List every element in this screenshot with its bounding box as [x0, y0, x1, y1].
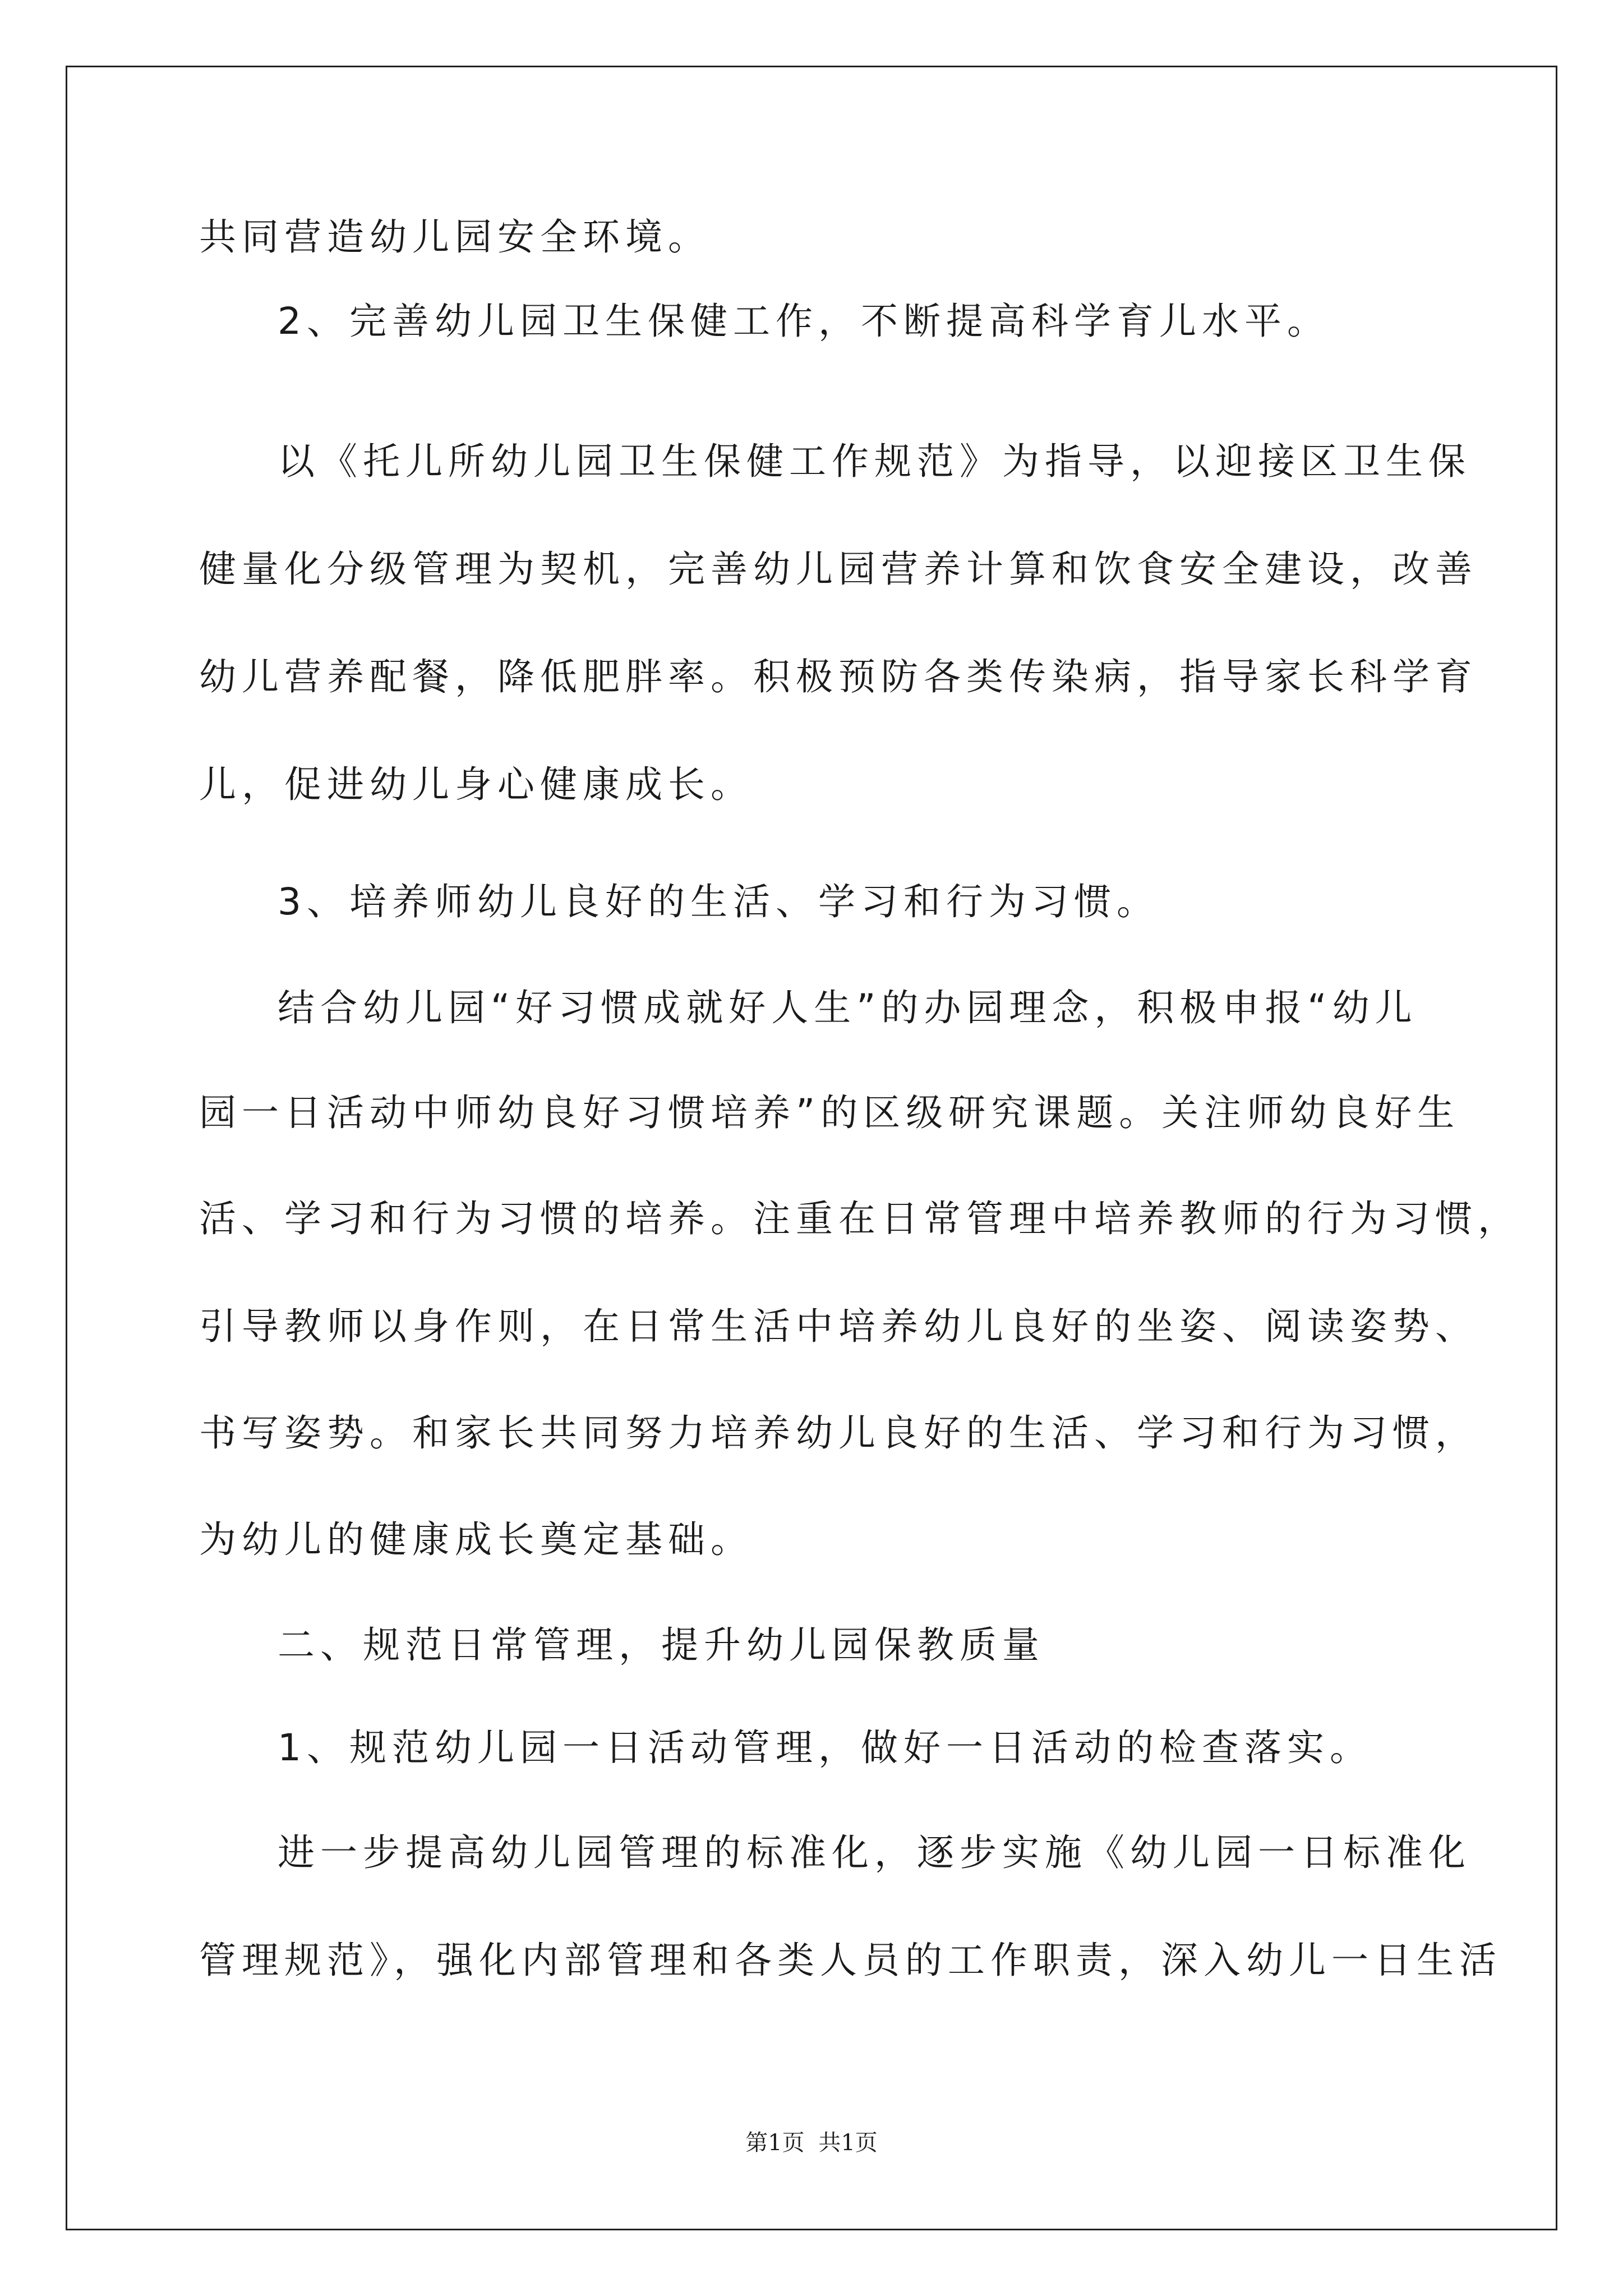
section-heading: 二、规范日常管理，提升幼儿园保教质量: [278, 1623, 1045, 1667]
page-number: 第1页: [745, 2130, 805, 2156]
text-line: 进一步提高幼儿园管理的标准化，逐步实施《幼儿园一日标准化: [278, 1831, 1471, 1874]
text-line: 园一日活动中师幼良好习惯培养”的区级研究课题。关注师幼良好生: [199, 1091, 1460, 1134]
text-line: 3、培养师幼儿良好的生活、学习和行为习惯。: [278, 880, 1159, 923]
text-line: 引导教师以身作则，在日常生活中培养幼儿良好的坐姿、阅读姿势、: [199, 1305, 1478, 1348]
page-total: 共1页: [818, 2130, 878, 2156]
text-line: 1、规范幼儿园一日活动管理，做好一日活动的检查落实。: [278, 1726, 1372, 1769]
text-line: 结合幼儿园“好习惯成就好人生”的办园理念，积极申报“幼儿: [278, 986, 1418, 1029]
text-line: 书写姿势。和家长共同努力培养幼儿良好的生活、学习和行为习惯，: [199, 1411, 1478, 1455]
text-line: 健量化分级管理为契机，完善幼儿园营养计算和饮食安全建设，改善: [199, 547, 1478, 591]
text-line: 共同营造幼儿园安全环境。: [199, 215, 711, 259]
page-border: [66, 66, 1557, 2230]
text-line: 幼儿营养配餐，降低肥胖率。积极预防各类传染病，指导家长科学育: [199, 655, 1478, 698]
page-footer: [0, 2129, 1623, 2157]
text-line: 为幼儿的健康成长奠定基础。: [199, 1518, 753, 1561]
text-line: 管理规范》，强化内部管理和各类人员的工作职责，深入幼儿一日生活: [199, 1939, 1502, 1982]
text-line: 以《托儿所幼儿园卫生保健工作规范》为指导，以迎接区卫生保: [278, 440, 1471, 483]
text-line: 2、完善幼儿园卫生保健工作，不断提高科学育儿水平。: [278, 300, 1330, 343]
text-line: 儿，促进幼儿身心健康成长。: [199, 763, 753, 806]
text-line: 活、学习和行为习惯的培养。注重在日常管理中培养教师的行为习惯，: [199, 1197, 1520, 1240]
